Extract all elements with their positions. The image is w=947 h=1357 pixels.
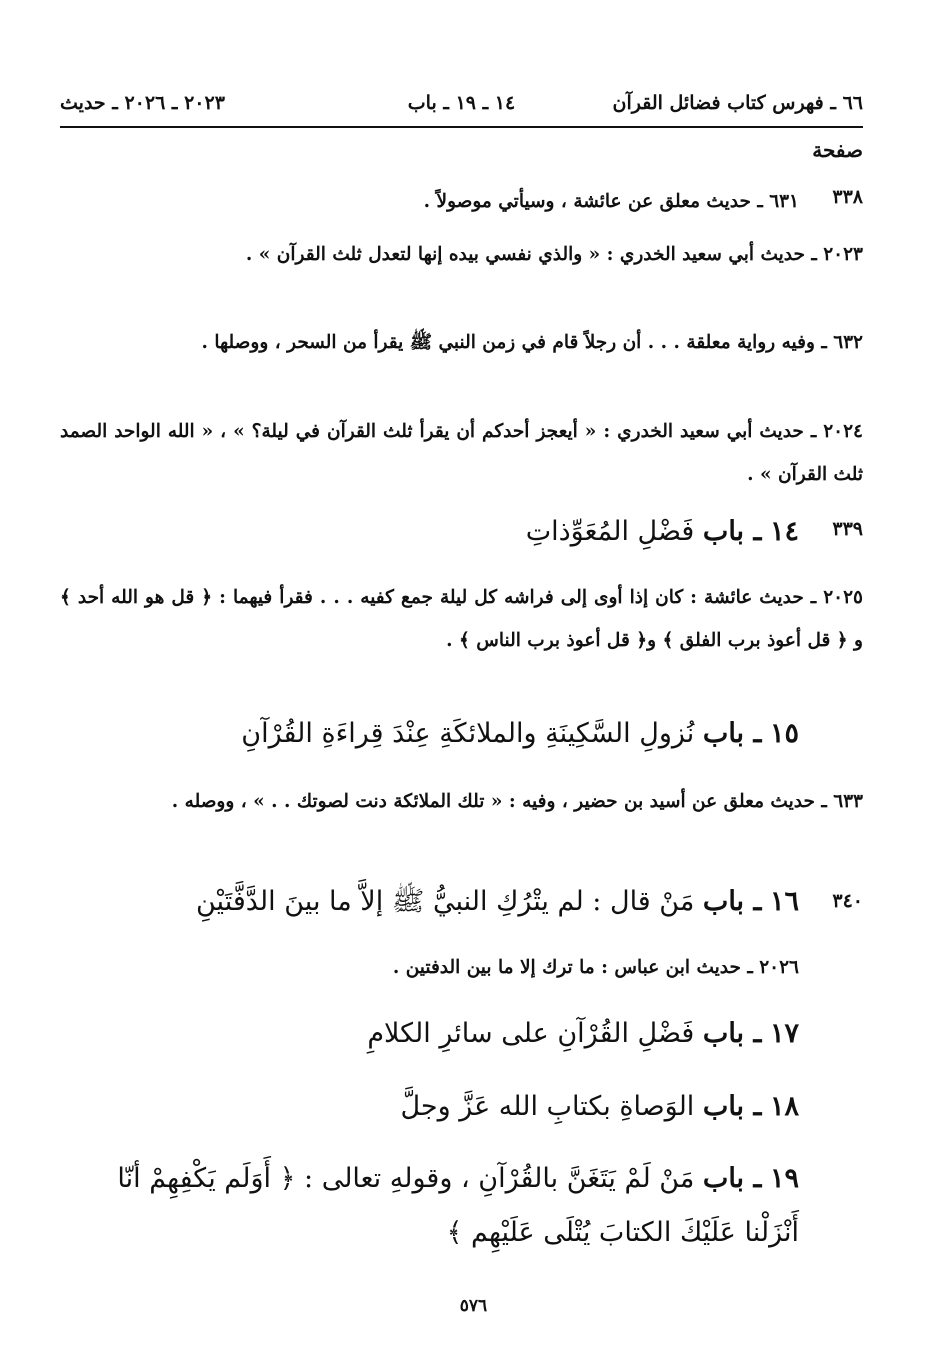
page-number-ref: ٣٤٠ (832, 890, 863, 912)
chapter-heading: ١٤ ـ باب فَضْلِ المُعَوِّذاتِ (525, 516, 799, 547)
chapter-keyword: باب (702, 516, 745, 547)
chapter-keyword: باب (702, 718, 745, 749)
page-column-label: صفحة (812, 138, 863, 162)
header-chapter-range: ١٤ ـ ١٩ ـ باب (407, 92, 516, 114)
chapter-keyword: باب (702, 886, 745, 917)
page-footer-number: ٥٧٦ (459, 1296, 488, 1316)
chapter-number: ١٨ (769, 1091, 799, 1122)
chapter-heading: ١٥ ـ باب نُزولِ السَّكِينَةِ والملائكَةِ عِنْدَ قِراءَةِ القُرْآنِ (241, 718, 799, 749)
index-entry: ٦٣٣ ـ حديث معلق عن أسيد بن حضير ، وفيه : « تلك الملائكة دنت لصوتك . . » ، ووصله . (171, 791, 863, 812)
index-entry: ٦٣١ ـ حديث معلق عن عائشة ، وسيأتي موصولاً . (423, 191, 799, 212)
chapter-heading: ١٦ ـ باب مَنْ قال : لم يتْرُكِ النبيُّ ﷺ إلاَّ ما بينَ الدَّفَّتَيْنِ (196, 886, 799, 917)
index-entry: ٦٣٢ ـ وفيه رواية معلقة . . . أن رجلاً قام في زمن النبي ﷺ يقرأ من السحر ، ووصلها . (201, 332, 863, 353)
chapter-title: مَنْ لَمْ يَتَغَنَّ بالقُرْآنِ ، وقولهِ تعالى : ﴿ أَوَلَم يَكْفِهِمْ أنّا أَنْزَلْنا عَلَيْكَ الكتابَ يُتْلَى عَلَيْهِم ﴾ (117, 1163, 799, 1248)
chapter-keyword: باب (702, 1018, 745, 1049)
page-number-ref: ٣٣٨ (832, 186, 863, 208)
header-hadith-range: ٢٠٢٣ ـ ٢٠٢٦ ـ حديث (60, 92, 225, 114)
chapter-number: ١٥ (769, 718, 799, 749)
index-entry: ٢٠٢٦ ـ حديث ابن عباس : ما ترك إلا ما بين الدفتين . (392, 957, 799, 978)
chapter-keyword: باب (702, 1091, 745, 1122)
chapter-title: مَنْ قال : لم يتْرُكِ النبيُّ ﷺ إلاَّ ما بينَ الدَّفَّتَيْنِ (196, 886, 695, 917)
chapter-number: ١٧ (769, 1018, 799, 1049)
chapter-title: فَضْلِ المُعَوِّذاتِ (525, 516, 695, 547)
chapter-number: ١٤ (769, 516, 799, 547)
index-entry: ٢٠٢٣ ـ حديث أبي سعيد الخدري : « والذي نفسي بيده إنها لتعدل ثلث القرآن » . (245, 244, 863, 265)
index-entry: ٢٠٢٤ ـ حديث أبي سعيد الخدري : « أيعجز أحدكم أن يقرأ ثلث القرآن في ليلة؟ » ، « الله الواحد الصمد ثلث القرآن » . (60, 421, 863, 485)
chapter-keyword: باب (702, 1163, 745, 1194)
page-number-ref: ٣٣٩ (832, 518, 863, 540)
index-entry: ٢٠٢٥ ـ حديث عائشة : كان إذا أوى إلى فراشه كل ليلة جمع كفيه . . . فقرأ فيهما : ﴿ قل هو الله أحد ﴾ و ﴿ قل أعوذ برب الفلق ﴾ و﴿ قل أعوذ برب الناس ﴾ . (60, 587, 863, 651)
chapter-number: ١٩ (769, 1163, 799, 1194)
chapter-heading: ١٧ ـ باب فَضْلِ القُرْآنِ على سائرِ الكلامِ (367, 1018, 799, 1049)
running-header (60, 88, 863, 128)
chapter-title: فَضْلِ القُرْآنِ على سائرِ الكلامِ (367, 1018, 695, 1049)
chapter-title: الوَصاةِ بكتابِ الله عَزَّ وجلَّ (400, 1091, 695, 1122)
header-book-title: ٦٦ ـ فهرس كتاب فضائل القرآن (612, 92, 863, 114)
chapter-number: ١٦ (769, 886, 799, 917)
chapter-title: نُزولِ السَّكِينَةِ والملائكَةِ عِنْدَ قِراءَةِ القُرْآنِ (241, 718, 695, 749)
chapter-heading: ١٩ ـ باب مَنْ لَمْ يَتَغَنَّ بالقُرْآنِ ، وقولهِ تعالى : ﴿ أَوَلَم يَكْفِهِمْ أنّا أَنْزَلْنا عَلَيْكَ الكتابَ يُتْلَى عَلَيْهِم ﴾ (117, 1163, 799, 1248)
chapter-heading: ١٨ ـ باب الوَصاةِ بكتابِ الله عَزَّ وجلَّ (400, 1091, 799, 1122)
